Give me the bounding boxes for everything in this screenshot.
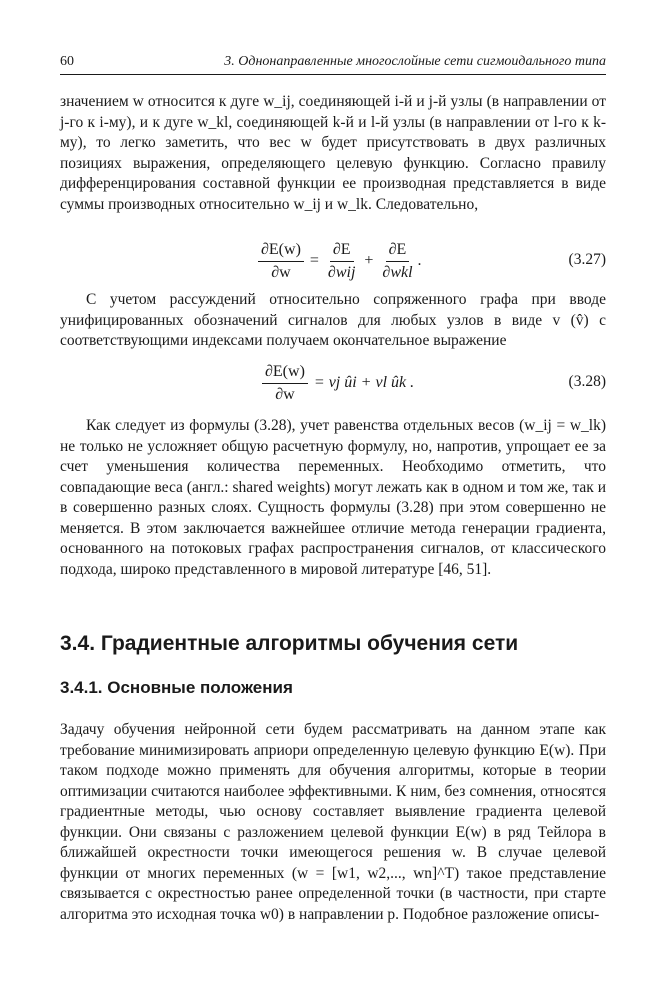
eq327-term1-denominator: ∂wij bbox=[327, 263, 356, 281]
eq327-lhs bbox=[258, 241, 304, 282]
equation-number-3-27: (3.27) bbox=[568, 251, 606, 268]
eq328-rhs: = vj ûi + vl ûk . bbox=[313, 374, 415, 391]
chapter-title: 3. Однонаправленные многослойные сети сигмоидального типа bbox=[224, 54, 606, 69]
eq327-lhs-denominator: ∂w bbox=[271, 263, 291, 281]
eq327-term1-numerator: ∂E bbox=[330, 241, 354, 262]
eq327-term2-numerator: ∂E bbox=[386, 241, 410, 262]
eq327-lhs-numerator: ∂E(w) bbox=[258, 241, 304, 262]
eq327-plus: + bbox=[364, 252, 374, 269]
equation-3-27 bbox=[60, 236, 606, 286]
eq327-period: . bbox=[417, 252, 422, 269]
equation-3-28 bbox=[60, 358, 606, 408]
paragraph-3: Как следует из формулы (3.28), учет равенства отдельных весов (w_ij = w_lk) не только не усложняет общую расчетную формулу, но, напротив, упрощает ее за счет уменьшения количества переменных. Необходимо отметить, что совпадающие веса (англ.: shared weights) могут лежать как в одном и том же, так и в совершенно разных слоях. Сущность формулы (3.28) при этом совершенно не меняется. В этом заключается важнейшее отличие метода генерации градиента, основанного на потоковых графах распространения сигналов, от классического подхода, широко представленного в мировой литературе [46, 51]. bbox=[60, 417, 606, 578]
eq328-lhs bbox=[262, 363, 308, 404]
page-number: 60 bbox=[60, 54, 74, 69]
eq327-equals: = bbox=[309, 252, 319, 269]
eq327-term-2 bbox=[379, 241, 415, 282]
eq328-lhs-numerator: ∂E(w) bbox=[262, 363, 308, 384]
section-heading: 3.4. Градиентные алгоритмы обучения сети bbox=[60, 632, 519, 655]
running-head bbox=[60, 52, 606, 75]
paragraph-2: С учетом рассуждений относительно сопряженного графа при вводе унифицированных обозначений сигналов для любых узлов в виде v (v̂) с соответствующими индексами получаем окончательное выражение bbox=[60, 291, 606, 349]
eq327-term-1 bbox=[325, 241, 358, 282]
subsection-heading: 3.4.1. Основные положения bbox=[60, 678, 293, 697]
paragraph-4: Задачу обучения нейронной сети будем рассматривать на данном этапе как требование минимизировать априори определенную целевую функцию E(w). При таком подходе можно применять для обучения алгоритмы, которые в теории оптимизации считаются наиболее эффективными. К ним, без сомнения, относятся градиентные методы, чью основу составляет выявление градиента целевой функции. Они связаны с разложением целевой функции E(w) в ряд Тейлора в ближайшей окрестности точки имеющегося решения w. В случае целевой функции от многих переменных (w = [w1, w2,..., wn]^T) такое представление связывается с окрестностью ранее определенной точки (в частности, при старте алгоритма это исходная точка w0) в направлении p. Подобное разложение описы- bbox=[60, 721, 606, 923]
eq328-lhs-denominator: ∂w bbox=[275, 385, 295, 403]
paragraph-1: значением w относится к дуге w_ij, соединяющей i-й и j-й узлы (в направлении от j-го к i-му), и к дуге w_kl, соединяющей k-й и l-й узлы (в направлении от l-го к k-му), то легко заметить, что вес w будет присутствовать в двух различных позициях выражения, определяющего целевую функцию. Согласно правилу дифференцирования составной функции ее производная представляется в виде суммы производных относительно w_ij и w_lk. Следовательно, bbox=[60, 93, 606, 213]
eq327-term2-denominator: ∂wkl bbox=[382, 263, 413, 281]
equation-number-3-28: (3.28) bbox=[568, 373, 606, 390]
